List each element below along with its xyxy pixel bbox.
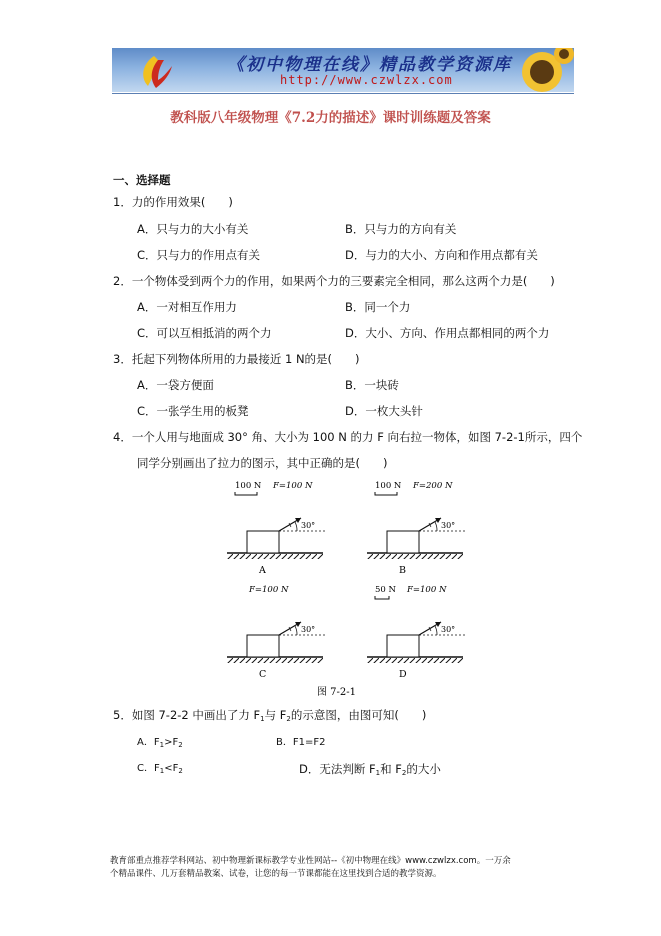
figure-panel-a: [227, 481, 327, 576]
angle-label: 30°: [301, 521, 316, 530]
question-stem: 一个人用与地面成 30° 角、大小为 100 N 的力 F 向右拉一物体，如图 7-2-1所示，四个: [131, 430, 583, 444]
option-b: B．同一个力: [345, 300, 411, 314]
subscript: 2: [286, 715, 291, 723]
option-b: B．一块砖: [345, 378, 399, 392]
option-c: C．只与力的作用点有关: [137, 248, 261, 262]
angle-label: 30°: [301, 625, 316, 634]
subscript: 1: [375, 769, 381, 777]
figure-panel-c: [227, 585, 327, 680]
force-label: F=100 N: [273, 481, 313, 491]
ground-hatch: [367, 554, 463, 559]
figure-panel-d: [367, 585, 467, 680]
scale-label: 50 N: [375, 585, 396, 595]
question-stem: 一个物体受到两个力的作用，如果两个力的三要素完全相同，那么这两个力是( ): [131, 274, 555, 288]
option-c: [137, 762, 183, 778]
option-a: A．一对相互作用力: [137, 300, 237, 314]
banner-url[interactable]: http://www.czwlzx.com: [280, 73, 453, 87]
option-text: A．F: [137, 737, 160, 748]
question-2: [113, 274, 555, 288]
option-a: [137, 736, 183, 752]
option-d: D．一枚大头针: [345, 404, 423, 418]
header-banner: [112, 48, 574, 92]
block: [387, 531, 419, 553]
footer-line: 教育部重点推荐学科网站、初中物理新课标教学专业性网站--《初中物理在线》www.czwlzx.com。一万余: [110, 856, 511, 866]
page-footer: [110, 855, 580, 881]
subscript: 2: [401, 769, 407, 777]
document-title: 教科版八年级物理《7.2力的描述》课时训练题及答案: [170, 110, 491, 126]
scale-label: 100 N: [235, 481, 262, 491]
angle-arc: [295, 522, 297, 531]
option-text: 和 F: [380, 762, 402, 776]
option-c: C．一张学生用的板凳: [137, 404, 249, 418]
block: [247, 531, 279, 553]
angle-label: 30°: [441, 521, 456, 530]
scale-bar: [375, 596, 389, 599]
subscript: 1: [159, 741, 165, 749]
section-heading: 一、选择题: [113, 173, 171, 187]
subscript: 1: [260, 715, 265, 723]
subscript: 2: [178, 767, 183, 775]
question-4: [113, 430, 582, 444]
question-stem: 托起下列物体所用的力最接近 1 N的是( ): [131, 352, 360, 366]
ground-hatch: [227, 658, 323, 663]
question-number: 5．: [113, 708, 132, 722]
option-a: A．一袋方便面: [137, 378, 214, 392]
question-stem: 与 F: [264, 708, 287, 722]
question-stem: 的示意图，由图可知( ): [290, 708, 427, 722]
ground-hatch: [227, 554, 323, 559]
option-text: <F: [164, 763, 179, 774]
question-stem: 如图 7-2-2 中画出了力 F: [131, 708, 261, 722]
figure-7-2-1: [215, 476, 475, 701]
panel-letter: A: [259, 565, 266, 576]
panel-letter: B: [399, 565, 406, 576]
banner-title: 《初中物理在线》精品教学资源库: [227, 55, 512, 75]
banner-divider: [112, 93, 574, 94]
option-d: [299, 762, 441, 780]
option-d: D．大小、方向、作用点都相同的两个力: [345, 326, 550, 340]
question-stem: 力的作用效果( ): [131, 195, 233, 209]
option-b: B．F1=F2: [276, 737, 326, 748]
option-text: D．无法判断 F: [299, 762, 376, 776]
question-1: [113, 195, 233, 209]
option-text: C．F: [137, 763, 160, 774]
question-number: 4．: [113, 430, 132, 444]
subscript: 2: [178, 741, 183, 749]
angle-arc: [435, 522, 437, 531]
question-4-continued: 同学分别画出了拉力的图示，其中正确的是( ): [137, 456, 388, 470]
option-b: B．只与力的方向有关: [345, 222, 457, 236]
option-d: D．与力的大小、方向和作用点都有关: [345, 248, 538, 262]
scale-bar: [235, 492, 257, 495]
figure-panel-b: [367, 481, 467, 576]
question-number: 3．: [113, 352, 132, 366]
figure-caption: 图 7-2-1: [317, 687, 357, 698]
panel-letter: D: [399, 669, 407, 680]
option-c: C．可以互相抵消的两个力: [137, 326, 272, 340]
question-3: [113, 352, 360, 366]
scale-label: 100 N: [375, 481, 402, 491]
sunflower-icon: [522, 48, 574, 92]
block: [247, 635, 279, 657]
scale-bar: [375, 492, 397, 495]
angle-label: 30°: [441, 625, 456, 634]
question-number: 2．: [113, 274, 132, 288]
question-5: [113, 708, 426, 726]
question-number: 1．: [113, 195, 132, 209]
force-label: F=200 N: [413, 481, 453, 491]
option-a: A．只与力的大小有关: [137, 222, 249, 236]
option-text: 的大小: [406, 762, 441, 776]
angle-arc: [435, 626, 437, 635]
block: [387, 635, 419, 657]
footer-line: 个精品课件、几万套精品教案、试卷，让您的每一节课都能在这里找到合适的教学资源。: [110, 869, 442, 879]
logo-icon: [143, 56, 172, 88]
force-label: F=100 N: [407, 585, 447, 595]
ground-hatch: [367, 658, 463, 663]
option-text: >F: [164, 737, 179, 748]
force-label: F=100 N: [249, 585, 289, 595]
subscript: 1: [159, 767, 165, 775]
panel-letter: C: [259, 669, 267, 680]
angle-arc: [295, 626, 297, 635]
